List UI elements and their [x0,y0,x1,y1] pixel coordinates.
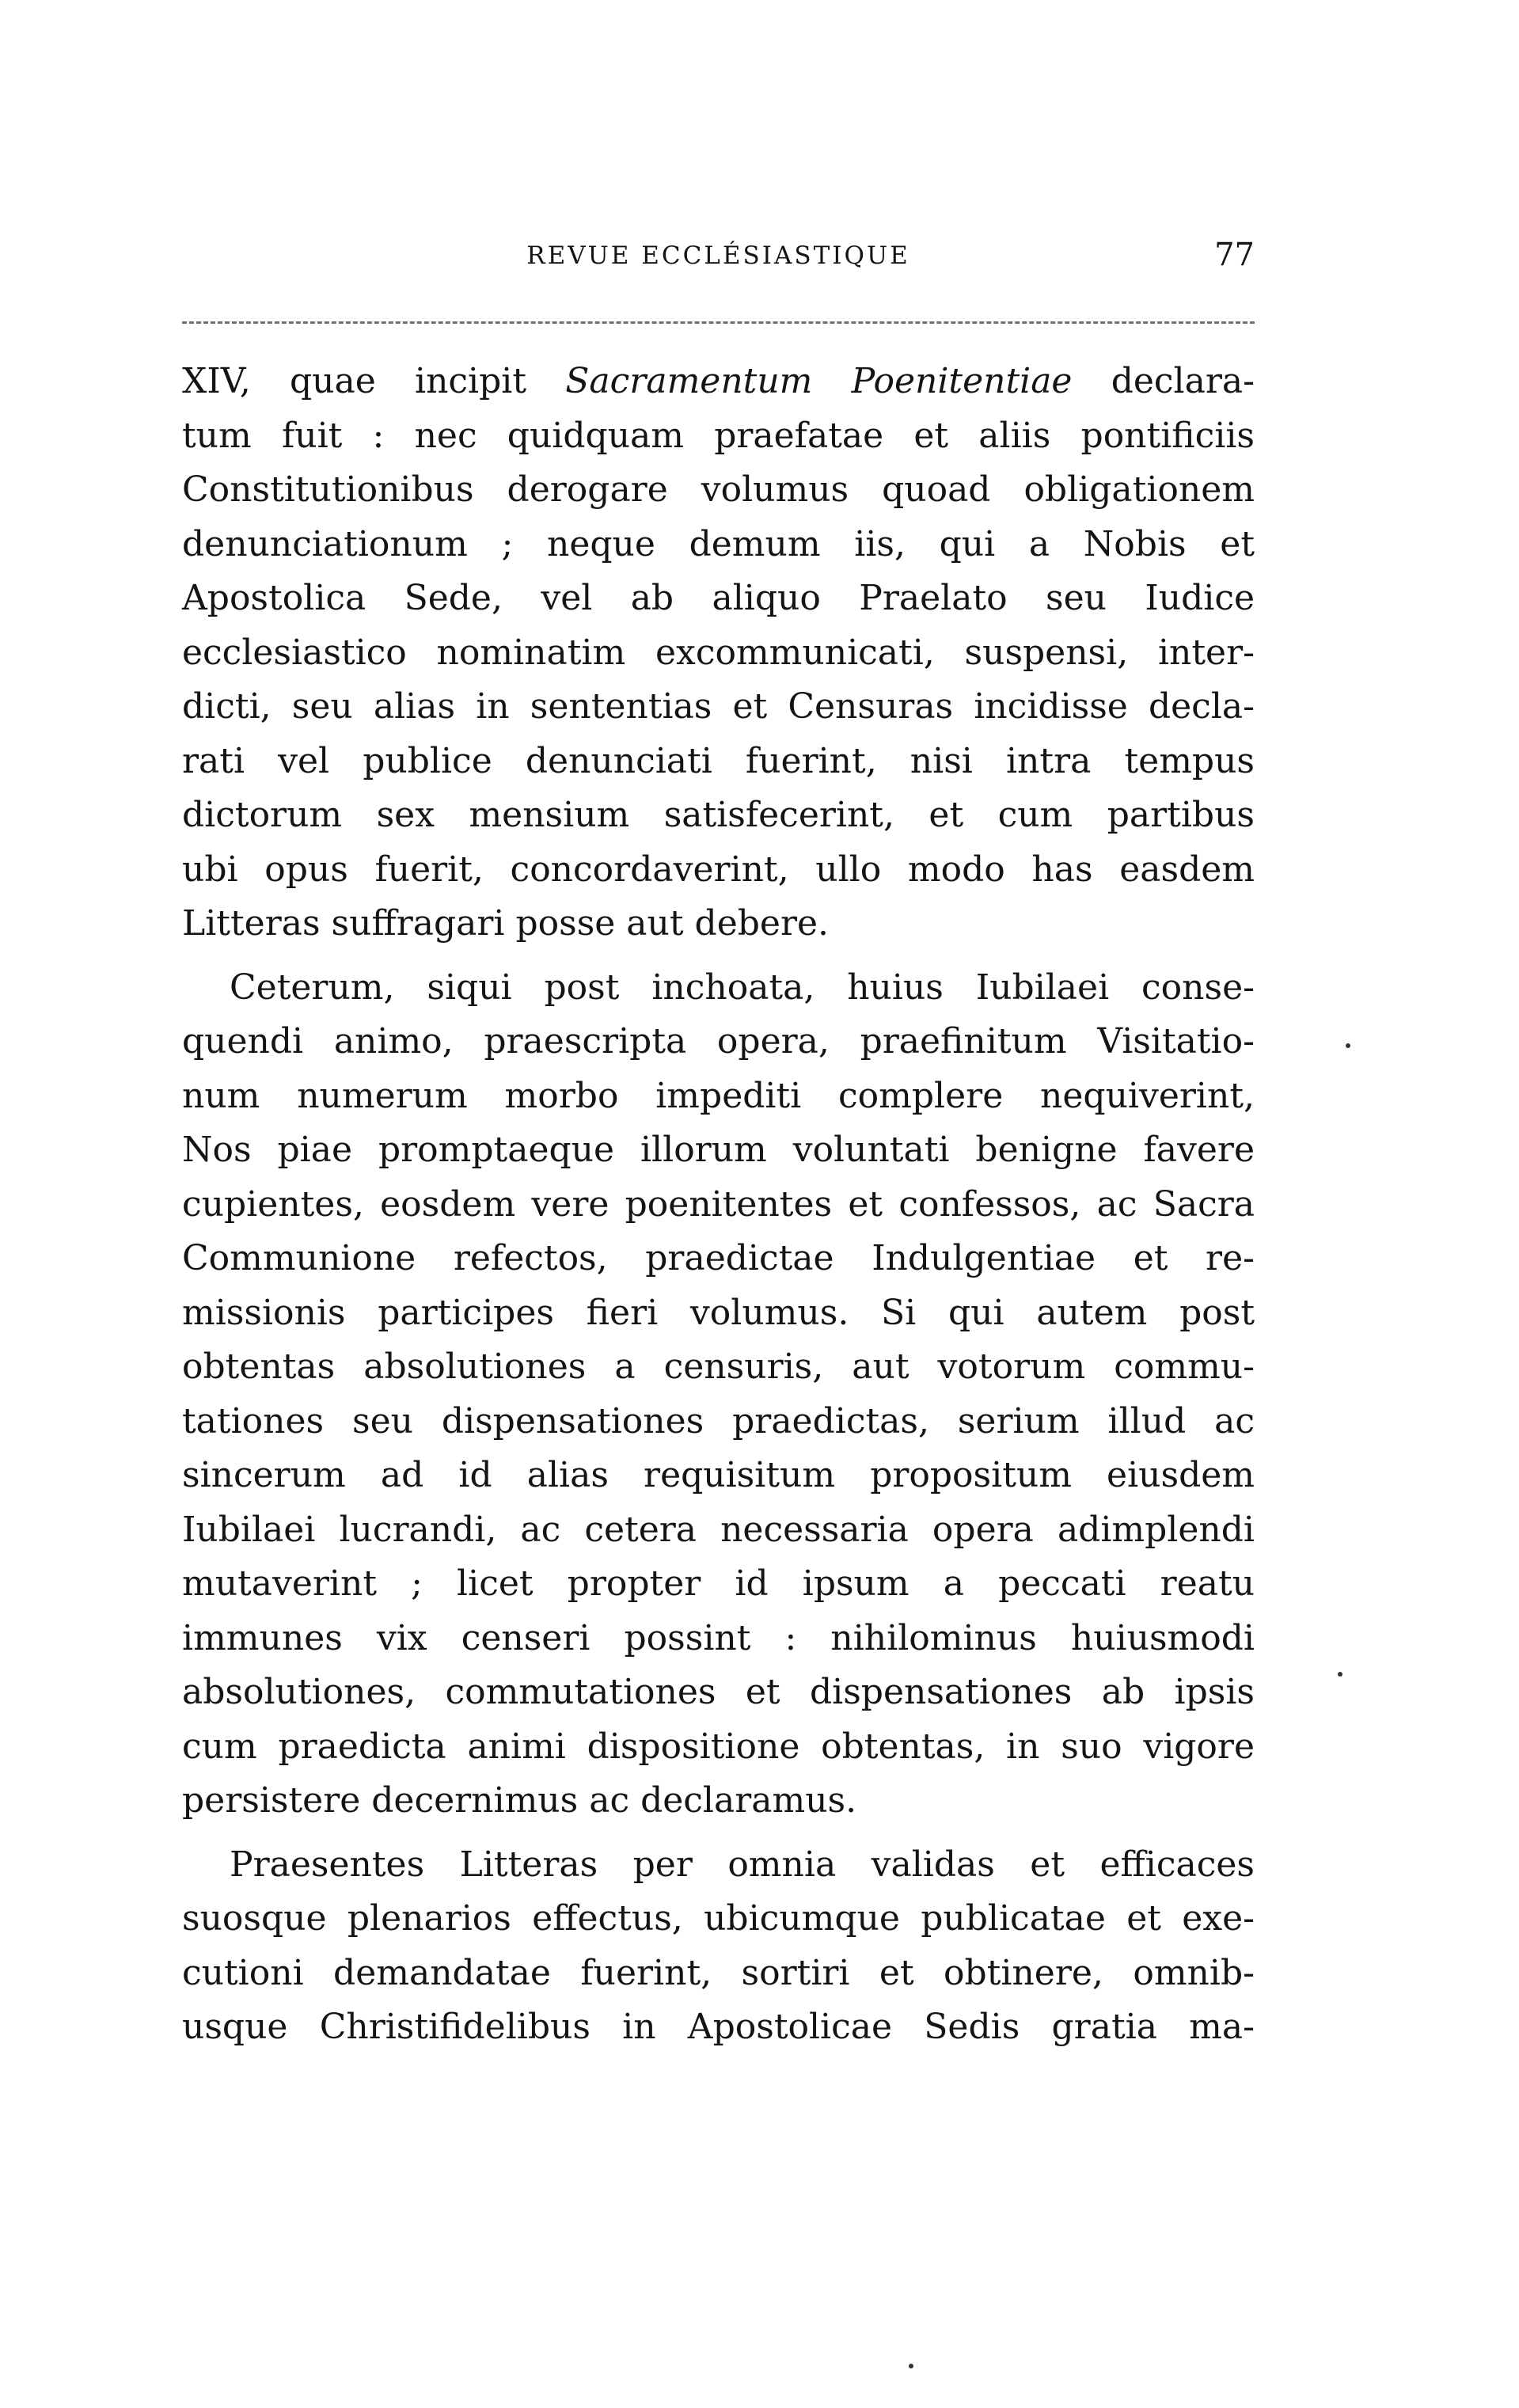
paragraph [182,1838,1255,2055]
text-line: Nos piae promptaeque illorum voluntati benigne favere [182,1130,1255,1170]
print-speck [1346,1043,1350,1048]
paragraph [182,961,1255,1829]
text-line: quendi animo, praescripta opera, praefinitum Visitatio- [182,1021,1255,1062]
text-line: dicti, seu alias in sententias et Censuras incidisse decla- [182,686,1255,727]
text-line: cum praedicta animi dispositione obtentas, in suo vigore [182,1726,1255,1767]
text-line: usque Christifidelibus in Apostolicae Sedis gratia ma- [182,2007,1255,2047]
text-line: mutaverint ; licet propter id ipsum a peccati reatu [182,1563,1255,1604]
text-line: Litteras suffragari posse aut debere. [182,903,830,944]
text-line: missionis participes fieri volumus. Si qui autem post [182,1292,1255,1333]
paragraph-gap [182,1829,1255,1838]
text-line: persistere decernimus ac declaramus. [182,1780,857,1821]
text-line: suosque plenarios effectus, ubicumque publicatae et exe- [182,1898,1255,1939]
text-line: Iubilaei lucrandi, ac cetera necessaria opera adimplendi [182,1509,1255,1550]
text-line: tum fuit : nec quidquam praefatae et aliis pontificiis [182,415,1255,456]
italic-title: Sacramentum Poenitentiae [565,361,1073,401]
body-text [182,355,1255,2055]
text-line: Ceterum, siqui post inchoata, huius Iubilaei conse- [230,967,1255,1008]
text-line: denunciationum ; neque demum iis, qui a Nobis et [182,523,1255,564]
text-line [182,355,1255,409]
text-line: Communione refectos, praedictae Indulgentiae et re- [182,1238,1255,1278]
text-line: absolutiones, commutationes et dispensationes ab ipsis [182,1672,1255,1712]
print-speck [1338,1672,1342,1677]
text-line: tationes seu dispensationes praedictas, serium illud ac [182,1400,1255,1441]
page-number: 77 [1214,237,1255,273]
text-segment: declara- [1072,361,1255,401]
text-segment: XIV, quae incipit [182,361,566,401]
running-head [182,237,1255,289]
text-line: Constitutionibus derogare volumus quoad obligationem [182,469,1255,510]
text-line: obtentas absolutiones a censuris, aut votorum commu- [182,1346,1255,1387]
text-line: rati vel publice denunciati fuerint, nisi intra tempus [182,740,1255,781]
text-line: cupientes, eosdem vere poenitentes et confessos, ac Sacra [182,1183,1255,1225]
paragraph [182,355,1255,951]
text-line: Apostolica Sede, vel ab aliquo Praelato seu Iudice [182,578,1255,618]
print-speck [909,2364,913,2368]
text-line: immunes vix censeri possint : nihilominus huiusmodi [182,1617,1255,1658]
text-line: sincerum ad id alias requisitum propositum eiusdem [182,1455,1255,1495]
text-line: ubi opus fuerit, concordaverint, ullo modo has easdem [182,849,1255,890]
text-line: cutioni demandatae fuerint, sortiri et obtinere, omnib- [182,1952,1255,1993]
header-rule [182,321,1255,324]
text-line: ecclesiastico nominatim excommunicati, suspensi, inter- [182,632,1255,673]
paragraph-gap [182,951,1255,961]
text-line: dictorum sex mensium satisfecerint, et cum partibus [182,795,1255,835]
running-title: REVUE ECCLÉSIASTIQUE [526,241,910,270]
text-line: Praesentes Litteras per omnia validas et efficaces [230,1844,1255,1885]
text-line: num numerum morbo impediti complere nequiverint, [182,1075,1255,1116]
